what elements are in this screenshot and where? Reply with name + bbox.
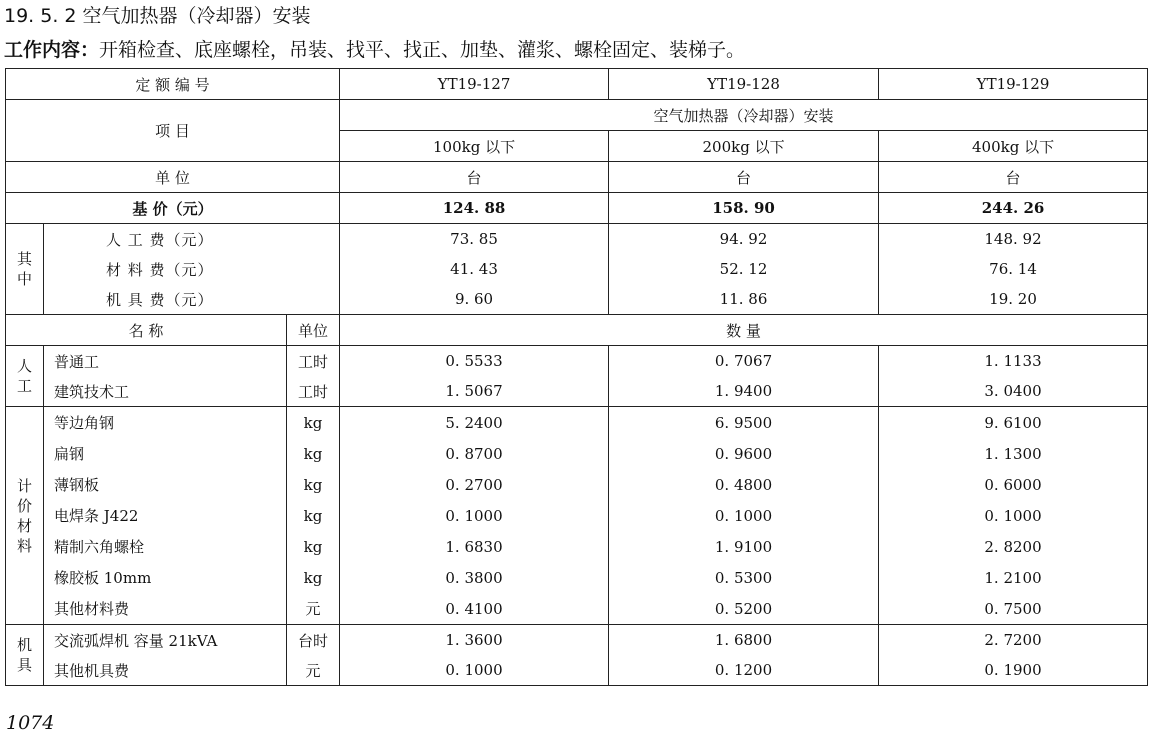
- resource-qty: 1. 6800: [609, 625, 879, 656]
- resource-name: 其他材料费: [44, 593, 287, 625]
- machine-row: [6, 655, 1148, 686]
- group-title: 空气加热器（冷却器）安装: [340, 100, 1148, 131]
- resource-qty: 0. 1000: [879, 500, 1148, 531]
- resource-unit: kg: [287, 500, 340, 531]
- unit-column-label: 单位: [287, 315, 340, 346]
- code-129: YT19-129: [879, 69, 1148, 100]
- breakdown-label: 材 料 费（元）: [44, 254, 340, 284]
- breakdown-value: 94. 92: [609, 224, 879, 255]
- material-row: [6, 407, 1148, 439]
- resource-unit: 台时: [287, 625, 340, 656]
- breakdown-value: 148. 92: [879, 224, 1148, 255]
- resource-name: 扁钢: [44, 438, 287, 469]
- resource-unit: kg: [287, 407, 340, 439]
- resource-unit: kg: [287, 469, 340, 500]
- breakdown-label: 机 具 费（元）: [44, 284, 340, 315]
- resource-name: 电焊条 J422: [44, 500, 287, 531]
- resource-name: 等边角钢: [44, 407, 287, 439]
- resource-qty: 1. 6830: [340, 531, 609, 562]
- resource-qty: 0. 2700: [340, 469, 609, 500]
- resource-qty: 0. 7067: [609, 346, 879, 377]
- unit-label: 单 位: [6, 162, 340, 193]
- machines-group: [6, 625, 44, 686]
- resource-qty: 1. 3600: [340, 625, 609, 656]
- material-row: [6, 562, 1148, 593]
- breakdown-group-label: 其中: [16, 250, 32, 288]
- work-content-text: 开箱检查、底座螺栓，吊装、找平、找正、加垫、灌浆、螺栓固定、装梯子。: [99, 39, 746, 61]
- unit-128: 台: [609, 162, 879, 193]
- spec-129: 400kg 以下: [879, 131, 1148, 162]
- material-row: [6, 593, 1148, 625]
- base-price-128: 158. 90: [609, 193, 879, 224]
- resource-qty: 3. 0400: [879, 376, 1148, 407]
- breakdown-label: 人 工 费（元）: [44, 224, 340, 255]
- spec-127: 100kg 以下: [340, 131, 609, 162]
- resource-unit: kg: [287, 562, 340, 593]
- resource-qty: 1. 1300: [879, 438, 1148, 469]
- resource-qty: 0. 5533: [340, 346, 609, 377]
- group-title-row: [6, 100, 1148, 131]
- page-number: 1074: [6, 712, 55, 734]
- resource-qty: 2. 8200: [879, 531, 1148, 562]
- resource-qty: 0. 1000: [340, 500, 609, 531]
- resource-qty: 0. 5200: [609, 593, 879, 625]
- resource-name: 其他机具费: [44, 655, 287, 686]
- labor-group-label: 人工: [16, 357, 32, 395]
- resource-qty: 9. 6100: [879, 407, 1148, 439]
- resource-qty: 2. 7200: [879, 625, 1148, 656]
- resource-qty: 0. 1000: [609, 500, 879, 531]
- unit-129: 台: [879, 162, 1148, 193]
- resource-name: 橡胶板 10mm: [44, 562, 287, 593]
- quantity-column-label: 数 量: [340, 315, 1148, 346]
- work-content-label: 工作内容：: [4, 39, 100, 61]
- resource-name: 普通工: [44, 346, 287, 377]
- unit-row: [6, 162, 1148, 193]
- resource-qty: 1. 2100: [879, 562, 1148, 593]
- resource-qty: 0. 4800: [609, 469, 879, 500]
- resource-qty: 0. 5300: [609, 562, 879, 593]
- resource-unit: 元: [287, 593, 340, 625]
- breakdown-row: [6, 254, 1148, 284]
- machines-group-label: 机具: [16, 636, 32, 674]
- breakdown-row: [6, 224, 1148, 255]
- resource-unit: 工时: [287, 376, 340, 407]
- resource-qty: 0. 3800: [340, 562, 609, 593]
- base-price-row: [6, 193, 1148, 224]
- resource-qty: 0. 9600: [609, 438, 879, 469]
- resource-qty: 1. 9400: [609, 376, 879, 407]
- breakdown-value: 76. 14: [879, 254, 1148, 284]
- breakdown-value: 9. 60: [340, 284, 609, 315]
- quota-table: [5, 68, 1148, 686]
- resource-qty: 1. 9100: [609, 531, 879, 562]
- resource-unit: kg: [287, 531, 340, 562]
- base-price-label: 基 价（元）: [6, 193, 340, 224]
- resource-unit: 工时: [287, 346, 340, 377]
- materials-group-label: 计价材料: [16, 476, 32, 555]
- section-title: 19. 5. 2 空气加热器（冷却器）安装: [4, 5, 311, 27]
- labor-group: [6, 346, 44, 407]
- base-price-127: 124. 88: [340, 193, 609, 224]
- unit-127: 台: [340, 162, 609, 193]
- resource-unit: kg: [287, 438, 340, 469]
- material-row: [6, 500, 1148, 531]
- code-127: YT19-127: [340, 69, 609, 100]
- resource-qty: 5. 2400: [340, 407, 609, 439]
- breakdown-group: [6, 224, 44, 315]
- resource-name: 精制六角螺栓: [44, 531, 287, 562]
- labor-row: [6, 376, 1148, 407]
- breakdown-row: [6, 284, 1148, 315]
- breakdown-value: 52. 12: [609, 254, 879, 284]
- resource-qty: 0. 8700: [340, 438, 609, 469]
- resource-qty: 0. 6000: [879, 469, 1148, 500]
- resource-qty: 0. 1200: [609, 655, 879, 686]
- breakdown-value: 19. 20: [879, 284, 1148, 315]
- materials-group: [6, 407, 44, 625]
- resource-unit: 元: [287, 655, 340, 686]
- labor-row: [6, 346, 1148, 377]
- resource-qty: 0. 1900: [879, 655, 1148, 686]
- breakdown-value: 41. 43: [340, 254, 609, 284]
- resource-name: 薄钢板: [44, 469, 287, 500]
- resource-qty: 0. 4100: [340, 593, 609, 625]
- item-label: 项 目: [6, 100, 340, 162]
- resource-qty: 1. 1133: [879, 346, 1148, 377]
- machine-row: [6, 625, 1148, 656]
- breakdown-value: 11. 86: [609, 284, 879, 315]
- resource-qty: 1. 5067: [340, 376, 609, 407]
- code-row: [6, 69, 1148, 100]
- resource-qty: 0. 1000: [340, 655, 609, 686]
- resource-name: 交流弧焊机 容量 21kVA: [44, 625, 287, 656]
- resource-qty: 6. 9500: [609, 407, 879, 439]
- material-row: [6, 469, 1148, 500]
- column-header-row: [6, 315, 1148, 346]
- material-row: [6, 438, 1148, 469]
- resource-qty: 0. 7500: [879, 593, 1148, 625]
- work-content: [4, 36, 745, 64]
- spec-128: 200kg 以下: [609, 131, 879, 162]
- material-row: [6, 531, 1148, 562]
- base-price-129: 244. 26: [879, 193, 1148, 224]
- code-128: YT19-128: [609, 69, 879, 100]
- resource-name: 建筑技术工: [44, 376, 287, 407]
- code-label: 定 额 编 号: [6, 69, 340, 100]
- name-column-label: 名 称: [6, 315, 287, 346]
- breakdown-value: 73. 85: [340, 224, 609, 255]
